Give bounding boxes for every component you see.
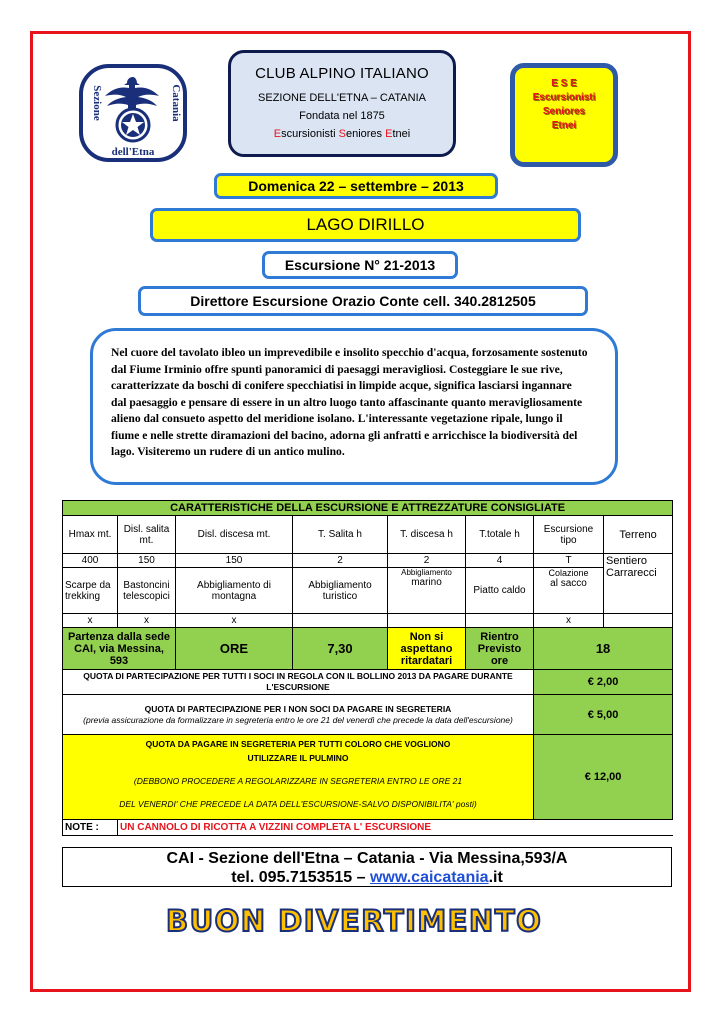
val-ttotale: 4 — [466, 554, 534, 568]
section-name: SEZIONE DELL'ETNA – CATANIA — [258, 92, 426, 104]
fee-nonmembers-value: € 5,00 — [534, 695, 673, 735]
event-director: Direttore Escursione Orazio Conte cell. 340.2812505 — [138, 286, 588, 316]
event-description: Nel cuore del tavolato ibleo un imprevedibile e insolito specchio d'acqua, forzosamente sostenuto dal Fiume Irminio offre spunti panoramici di paesaggi meravigliosi. Costeggiare le sue rive, caratterizzate da boschi di conifere specchiatisi in limpide acque, significa lasciarsi ingannare dal paesaggio e pensare di essere in un altro luogo tanto affascinante quanto meravigliosamente alieno dal consueto aspetto del meridione isolano. L'interessante vegetazione ripale, lungo il fiume e nelle strette diramazioni del bacino, adorna gli anfratti e arricchisce la biodiversità del lago. Visiteremo un rudere di un antico mulino. — [90, 328, 618, 485]
gear-scarpe: Scarpe da trekking — [63, 568, 118, 614]
hdr-hmax: Hmax mt. — [63, 516, 118, 554]
event-number: Escursione N° 21-2013 — [262, 251, 458, 279]
ore-label: ORE — [176, 628, 293, 670]
val-tsalita: 2 — [293, 554, 388, 568]
excursion-table — [62, 500, 673, 836]
footer-phone: tel. 095.7153515 – www.caicatania.it — [231, 869, 503, 886]
founded-text: Fondata nel 1875 — [299, 110, 385, 122]
mark-bastoncini: x — [118, 614, 176, 628]
departure-info: Partenza dalla sede CAI, via Messina, 593 — [63, 628, 176, 670]
mark-montagna: x — [176, 614, 293, 628]
gear-marino: Abbigliamento marino — [388, 568, 466, 614]
cai-catania-logo — [78, 63, 188, 163]
val-terreno: Sentiero Carrarecci — [604, 554, 673, 614]
logo-text-left: Sezione — [91, 85, 103, 121]
ese-line4: Etnei — [551, 120, 577, 131]
mark-colazione: x — [534, 614, 604, 628]
hdr-discesa: Disl. discesa mt. — [176, 516, 293, 554]
fee-nonmembers-text: QUOTA DI PARTECIPAZIONE PER I NON SOCI DA PAGARE IN SEGRETERIA (previa assicurazione da formalizzare in segreteria entro le ore 21 del venerdì che precede la data dell'escursione) — [63, 695, 534, 735]
note-label: NOTE : — [63, 820, 118, 836]
gear-piatto: Piatto caldo — [466, 568, 534, 614]
no-wait-note: Non si aspettano ritardatari — [388, 628, 466, 670]
ore-value: 7,30 — [293, 628, 388, 670]
hdr-ttotale: T.totale h — [466, 516, 534, 554]
club-name: CLUB ALPINO ITALIANO — [255, 65, 429, 82]
fee-members-value: € 2,00 — [534, 670, 673, 695]
ese-line1: E S E — [551, 78, 577, 89]
fee-members-text: QUOTA DI PARTECIPAZIONE PER TUTTI I SOCI IN REGOLA CON IL BOLLINO 2013 DA PAGARE DURANTE L'ESCURSIONE — [63, 670, 534, 695]
hdr-salita: Disl. salita mt. — [118, 516, 176, 554]
ese-badge — [510, 63, 618, 167]
logo-text-right: Catania — [170, 84, 182, 122]
footer-contact — [62, 847, 672, 887]
gear-bastoncini: Bastoncini telescopici — [118, 568, 176, 614]
note-text: UN CANNOLO DI RICOTTA A VIZZINI COMPLETA L' ESCURSIONE — [118, 820, 673, 836]
mark-piatto — [466, 614, 534, 628]
val-tdiscesa: 2 — [388, 554, 466, 568]
event-date: Domenica 22 – settembre – 2013 — [214, 173, 498, 199]
gear-turistico: Abbigliamento turistico — [293, 568, 388, 614]
footer-address: CAI - Sezione dell'Etna – Catania - Via Messina,593/A — [166, 850, 568, 867]
gear-montagna: Abbigliamento di montagna — [176, 568, 293, 614]
val-discesa: 150 — [176, 554, 293, 568]
val-tipo: T — [534, 554, 604, 568]
fee-bus-value: € 12,00 — [534, 735, 673, 820]
return-value: 18 — [534, 628, 673, 670]
val-salita: 150 — [118, 554, 176, 568]
website-link[interactable]: www.caicatania — [369, 869, 489, 886]
mark-empty — [604, 614, 673, 628]
group-name: Escursionisti Seniores Etnei — [273, 128, 411, 140]
event-title: LAGO DIRILLO — [150, 208, 581, 242]
slogan: BUON DIVERTIMENTO — [166, 904, 543, 938]
mark-scarpe: x — [63, 614, 118, 628]
hdr-terreno: Terreno — [604, 516, 673, 554]
mark-turistico — [293, 614, 388, 628]
logo-text-bottom: dell'Etna — [111, 146, 155, 158]
ese-line2: Escursionisti — [532, 92, 596, 103]
val-hmax: 400 — [63, 554, 118, 568]
hdr-tipo: Escursione tipo — [534, 516, 604, 554]
mark-marino — [388, 614, 466, 628]
hdr-tsalita: T. Salita h — [293, 516, 388, 554]
gear-colazione: Colazione al sacco — [534, 568, 604, 614]
club-title-box — [228, 50, 456, 157]
hdr-tdiscesa: T. discesa h — [388, 516, 466, 554]
fee-bus-text: QUOTA DA PAGARE IN SEGRETERIA PER TUTTI COLORO CHE VOGLIONO UTILIZZARE IL PULMINO (DEBBONO PROCEDERE A REGOLARIZZARE IN SEGRETERIA ENTRO LE ORE 21 DEL VENERDI' CHE PRECEDE LA DATA DELL'ESCURSIONE-SALVO DISPONIBILITA' posti) — [63, 735, 534, 820]
table-heading: CARATTERISTICHE DELLA ESCURSIONE E ATTREZZATURE CONSIGLIATE — [63, 501, 673, 516]
ese-line3: Seniores — [542, 106, 586, 117]
return-label: Rientro Previsto ore — [466, 628, 534, 670]
